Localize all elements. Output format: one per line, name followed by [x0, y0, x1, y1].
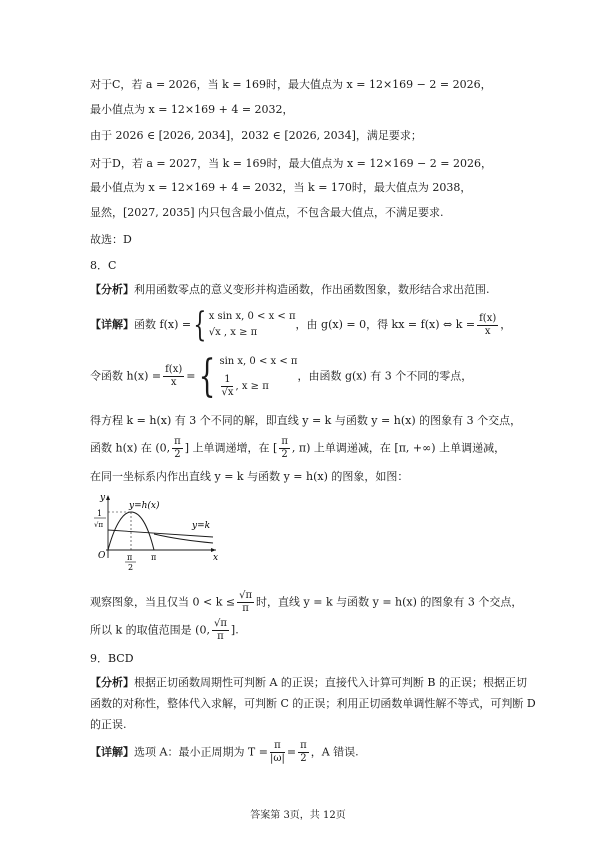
tick-x1-numerator: π [127, 553, 133, 562]
page-footer: 答案第 3页，共 12页 [250, 810, 346, 821]
detail-paragraph: 【详解】函数 f(x) ={ x sin x, 0 < x < π √x , x ≥ π ，由 g(x) = 0，得 kx = f(x) ⇔ k = $\frac{f(x)}{x}$ ， [90, 305, 512, 345]
text-line: 得方程 k = h(x) 有 3 个不同的解，即直线 y = k 与函数 y = h(x) 的图象有 3 个交点， [90, 414, 522, 427]
question-number: 8．C [90, 259, 117, 272]
fraction: $\frac{√\pi}{\pi}$ [213, 618, 227, 642]
tick-y-numerator: 1 [97, 509, 103, 518]
function-graph [86, 488, 226, 572]
text-line: 由于 2026 ∈ [2026, 2034]，2032 ∈ [2026, 2034]，满足要求； [90, 129, 422, 142]
text-line: 对于D，若 a = 2027，当 k = 169时，最大值点为 x = 12×169 − 2 = 2026， [90, 157, 492, 170]
text-line: 在同一坐标系内作出直线 y = k 与函数 y = h(x) 的图象，如图： [90, 470, 409, 483]
brace-symbol: { [193, 305, 207, 345]
range-line: 所以 k 的取值范围是 (0, $\frac{√\pi}{\pi}$ ]. [90, 618, 239, 642]
text-line: 的正误. [90, 718, 127, 731]
fraction: $\frac{f(x)}{x}$ [479, 312, 497, 337]
analysis-tag: 【分析】 [90, 676, 134, 689]
fraction: $\frac{√\pi}{\pi}$ [239, 590, 253, 614]
y-axis-label: y [100, 493, 106, 503]
detail-paragraph: 【详解】选项 A：最小正周期为 T = $\frac{\pi}{|\omega|}$ = $\frac{\pi}{2}$ ，A 错误. [90, 740, 359, 764]
question-number: 9．BCD [90, 652, 134, 665]
text-line: 对于C，若 a = 2026，当 k = 169时，最大值点为 x = 12×169 − 2 = 2026， [90, 78, 492, 91]
text-line: 显然，[2027, 2035] 内只包含最小值点，不包含最大值点，不满足要求. [90, 206, 444, 219]
analysis-text: 利用函数零点的意义变形并构造函数，作出函数图象，数形结合求出范围. [134, 283, 490, 296]
piecewise-cases: x sin x, 0 < x < π √x , x ≥ π [208, 311, 296, 338]
text-line: 函数的对称性，整体代入求解，可判断 C 的正误；利用正切函数单调性解不等式，可判断 D [90, 697, 536, 710]
curve-label: y=h(x) [129, 501, 160, 511]
x-axis-arrow [211, 548, 216, 552]
tick-x2-label: π [151, 553, 157, 562]
fraction: $\frac{\pi}{2}$ [174, 436, 181, 460]
origin-label: O [98, 551, 106, 561]
analysis-paragraph: 【分析】根据正切函数周期性可判断 A 的正误；直接代入计算可判断 B 的正误；根据正切 [90, 676, 528, 689]
detail-tag: 【详解】 [90, 318, 134, 331]
detail-tag: 【详解】 [90, 745, 134, 759]
text-line: 最小值点为 x = 12×169 + 4 = 2032，当 k = 170时，最大值点为 2038， [90, 181, 472, 194]
text-line: 故选：D [90, 233, 132, 246]
analysis-paragraph [90, 283, 490, 297]
fraction: $\frac{\pi}{2}$ [300, 740, 307, 764]
monotonic-line: 函数 h(x) 在 (0, $\frac{\pi}{2}$ ] 上单调递增，在 [ $\frac{\pi}{2}$ , π) 上单调递减，在 [π, +∞) 上单调递减， [90, 436, 506, 460]
tick-y-denominator: √π [94, 521, 104, 529]
brace-symbol: { [199, 350, 216, 402]
fraction: $\frac{\pi}{|\omega|}$ [270, 740, 285, 764]
analysis-tag: 【分析】 [90, 283, 134, 296]
fraction: $\frac{\pi}{2}$ [281, 436, 288, 460]
y-axis-arrow [106, 495, 110, 500]
tick-x1-denominator: 2 [128, 563, 134, 572]
fraction: $\frac{f(x)}{x}$ [165, 364, 183, 388]
text-line: 最小值点为 x = 12×169 + 4 = 2032， [90, 103, 294, 116]
piecewise-cases: sin x, 0 < x < π $\frac{1}{√x}$ , x ≥ π [219, 356, 298, 398]
h-definition: 令函数 h(x) = $\frac{f(x)}{x}$ ={ sin x, 0 < x < π $\frac{1}{√x}$ , x ≥ π ，由函数 g(x) 有 3 个不同的零点， [90, 350, 473, 402]
x-axis-label: x [213, 553, 219, 563]
fraction: $\frac{1}{√x}$ [221, 374, 234, 398]
observation-line: 观察图象，当且仅当 0 < k ≤ $\frac{√\pi}{\pi}$ 时，直线 y = k 与函数 y = h(x) 的图象有 3 个交点， [90, 590, 523, 614]
line-label: y=k [192, 521, 211, 531]
